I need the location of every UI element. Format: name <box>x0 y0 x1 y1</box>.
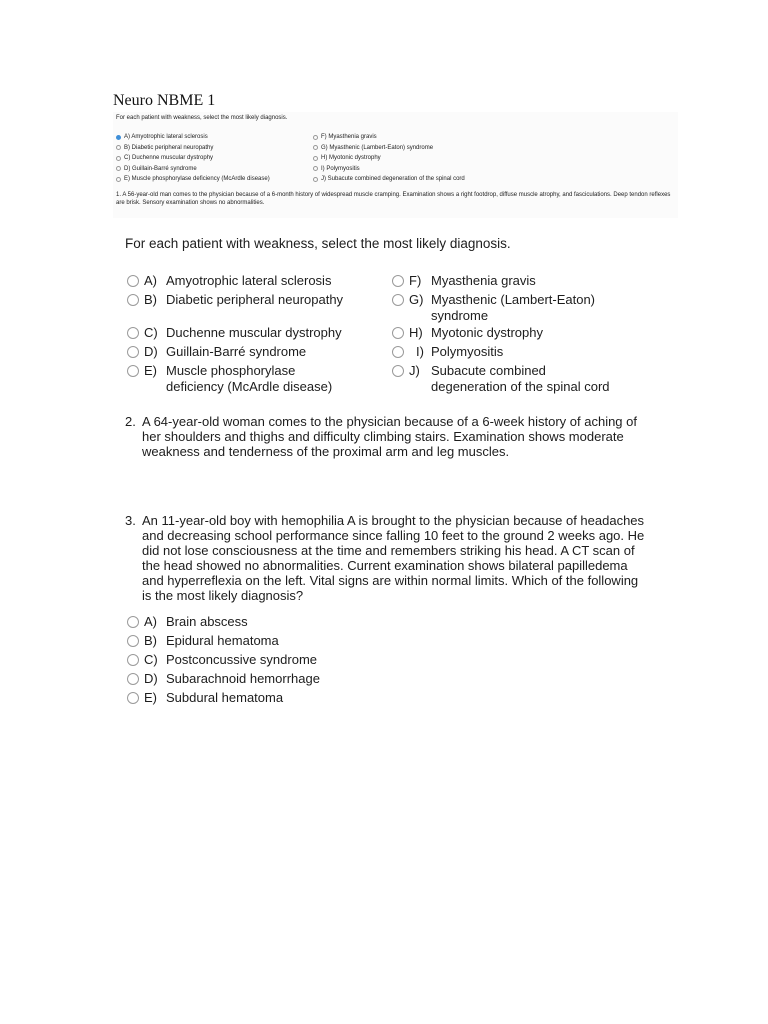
option-label: Postconcussive syndrome <box>166 652 318 667</box>
option-letter: D) <box>144 671 158 686</box>
option-label-line: deficiency (McArdle disease) <box>166 379 333 394</box>
option-label: Brain abscess <box>166 614 248 629</box>
radio-icon[interactable] <box>127 365 139 377</box>
embedded-question-screenshot <box>113 112 678 218</box>
small-option-label: F) Myasthenia gravis <box>321 134 377 140</box>
small-option-label: G) Myasthenic (Lambert-Eaton) syndrome <box>321 144 434 151</box>
small-option-label: J) Subacute combined degeneration of the spinal cord <box>321 176 465 182</box>
radio-icon[interactable] <box>127 692 139 704</box>
option-label <box>431 363 610 395</box>
radio-icon[interactable] <box>127 275 139 287</box>
small-option-label: A) Amyotrophic lateral sclerosis <box>124 134 208 140</box>
radio-icon[interactable] <box>392 346 404 358</box>
radio-icon[interactable] <box>127 346 139 358</box>
small-instruction: For each patient with weakness, select the most likely diagnosis. <box>116 115 288 121</box>
option-letter: B) <box>144 292 157 307</box>
option-g[interactable] <box>392 292 595 324</box>
option-label: Myotonic dystrophy <box>431 325 543 340</box>
option-label-line: Muscle phosphorylase <box>166 363 296 378</box>
radio-icon[interactable] <box>116 145 121 150</box>
small-option-label: C) Duchenne muscular dystrophy <box>124 155 214 161</box>
radio-icon[interactable] <box>127 635 139 647</box>
option-label: Polymyositis <box>431 344 504 359</box>
radio-icon[interactable] <box>127 616 139 628</box>
option-h[interactable] <box>392 325 543 341</box>
q3-option-d[interactable] <box>127 671 320 687</box>
question-2 <box>125 414 650 459</box>
small-question-1: 1. A 56-year-old man comes to the physician because of a 6-month history of widespread muscle cramping. Examination shows a right footdrop, diffuse muscle atrophy, and fasciculations. Deep tendon reflexes are brisk. Sensory examination shows no abnormalities. <box>116 192 671 206</box>
small-options-right <box>313 132 465 185</box>
option-label: Epidural hematoma <box>166 633 279 648</box>
option-f[interactable] <box>392 273 536 289</box>
small-option[interactable] <box>116 143 270 154</box>
document-title: Neuro NBME 1 <box>113 92 216 109</box>
radio-selected-icon[interactable] <box>116 135 121 140</box>
option-label: Amyotrophic lateral sclerosis <box>166 273 332 288</box>
option-letter: B) <box>144 633 157 648</box>
option-letter: J) <box>409 363 420 378</box>
small-option[interactable] <box>313 164 465 175</box>
option-label-line: Subacute combined <box>431 363 546 378</box>
option-letter: G) <box>409 292 424 307</box>
small-option[interactable] <box>313 143 465 154</box>
small-option[interactable] <box>116 132 270 143</box>
option-letter: E) <box>144 363 157 378</box>
q3-option-c[interactable] <box>127 652 317 668</box>
radio-icon[interactable] <box>313 177 318 182</box>
radio-icon[interactable] <box>127 327 139 339</box>
small-option-label: D) Guillain-Barré syndrome <box>124 165 197 172</box>
option-c[interactable] <box>127 325 342 341</box>
option-label-line: syndrome <box>431 308 489 323</box>
option-label <box>166 363 332 395</box>
option-label: Diabetic peripheral neuropathy <box>166 292 344 307</box>
option-letter: H) <box>409 325 423 340</box>
q3-option-b[interactable] <box>127 633 279 649</box>
radio-icon[interactable] <box>392 365 404 377</box>
radio-icon[interactable] <box>392 275 404 287</box>
option-letter: F) <box>409 273 422 288</box>
option-e[interactable] <box>127 363 332 395</box>
question-number: 3. <box>125 513 136 528</box>
option-label: Myasthenia gravis <box>431 273 536 288</box>
small-options-left <box>116 132 270 185</box>
radio-icon[interactable] <box>392 294 404 306</box>
option-label <box>431 292 595 324</box>
small-option[interactable] <box>313 153 465 164</box>
radio-icon[interactable] <box>313 166 318 171</box>
option-label: Subarachnoid hemorrhage <box>166 671 320 686</box>
option-letter: I) <box>416 344 424 359</box>
small-option-label: E) Muscle phosphorylase deficiency (McArdle disease) <box>124 176 270 182</box>
option-label-line: Myasthenic (Lambert-Eaton) <box>431 292 596 307</box>
small-option[interactable] <box>313 132 465 143</box>
radio-icon[interactable] <box>313 145 318 150</box>
small-option-label: B) Diabetic peripheral neuropathy <box>124 144 214 151</box>
question-3 <box>125 513 650 603</box>
option-j[interactable] <box>392 363 610 395</box>
option-letter: A) <box>144 273 157 288</box>
radio-icon[interactable] <box>313 156 318 161</box>
option-label: Guillain-Barré syndrome <box>166 344 307 359</box>
radio-icon[interactable] <box>116 156 121 161</box>
radio-icon[interactable] <box>116 177 121 182</box>
option-label: Duchenne muscular dystrophy <box>166 325 342 340</box>
question-text: An 11-year-old boy with hemophilia A is brought to the physician because of headaches and decreasing school performance since falling 10 feet to the ground 2 weeks ago. He did not lose consciousness at the time and remembers striking his head. A CT scan of the head showed no abnormalities. Current examination shows bilateral papilledema and hyperreflexia on the left. Vital signs are within normal limits. Which of the following is the most likely diagnosis? <box>142 513 645 603</box>
option-b[interactable] <box>127 292 343 308</box>
small-option[interactable] <box>116 164 270 175</box>
small-option[interactable] <box>313 174 465 185</box>
small-option-label: H) Myotonic dystrophy <box>321 155 381 161</box>
option-letter: C) <box>144 325 158 340</box>
radio-icon[interactable] <box>127 673 139 685</box>
radio-icon[interactable] <box>127 654 139 666</box>
option-label-line: degeneration of the spinal cord <box>431 379 610 394</box>
small-option[interactable] <box>116 153 270 164</box>
option-letter: D) <box>144 344 158 359</box>
radio-icon[interactable] <box>127 294 139 306</box>
option-i[interactable] <box>392 344 503 360</box>
q3-option-a[interactable] <box>127 614 248 630</box>
question-number: 2. <box>125 414 136 429</box>
radio-icon[interactable] <box>116 166 121 171</box>
option-a[interactable] <box>127 273 331 289</box>
small-option-label: I) Polymyositis <box>321 165 360 172</box>
main-instruction: For each patient with weakness, select the most likely diagnosis. <box>125 236 511 251</box>
option-letter: E) <box>144 690 157 705</box>
option-d[interactable] <box>127 344 306 360</box>
option-letter: A) <box>144 614 157 629</box>
q3-option-e[interactable] <box>127 690 283 706</box>
question-text: A 64-year-old woman comes to the physician because of a 6-week history of aching of her shoulders and thighs and difficulty climbing stairs. Examination shows moderate weakness and tenderness of the proximal arm and leg muscles. <box>142 414 637 459</box>
option-label: Subdural hematoma <box>166 690 284 705</box>
small-option[interactable] <box>116 174 270 185</box>
radio-icon[interactable] <box>313 135 318 140</box>
option-letter: C) <box>144 652 158 667</box>
radio-icon[interactable] <box>392 327 404 339</box>
